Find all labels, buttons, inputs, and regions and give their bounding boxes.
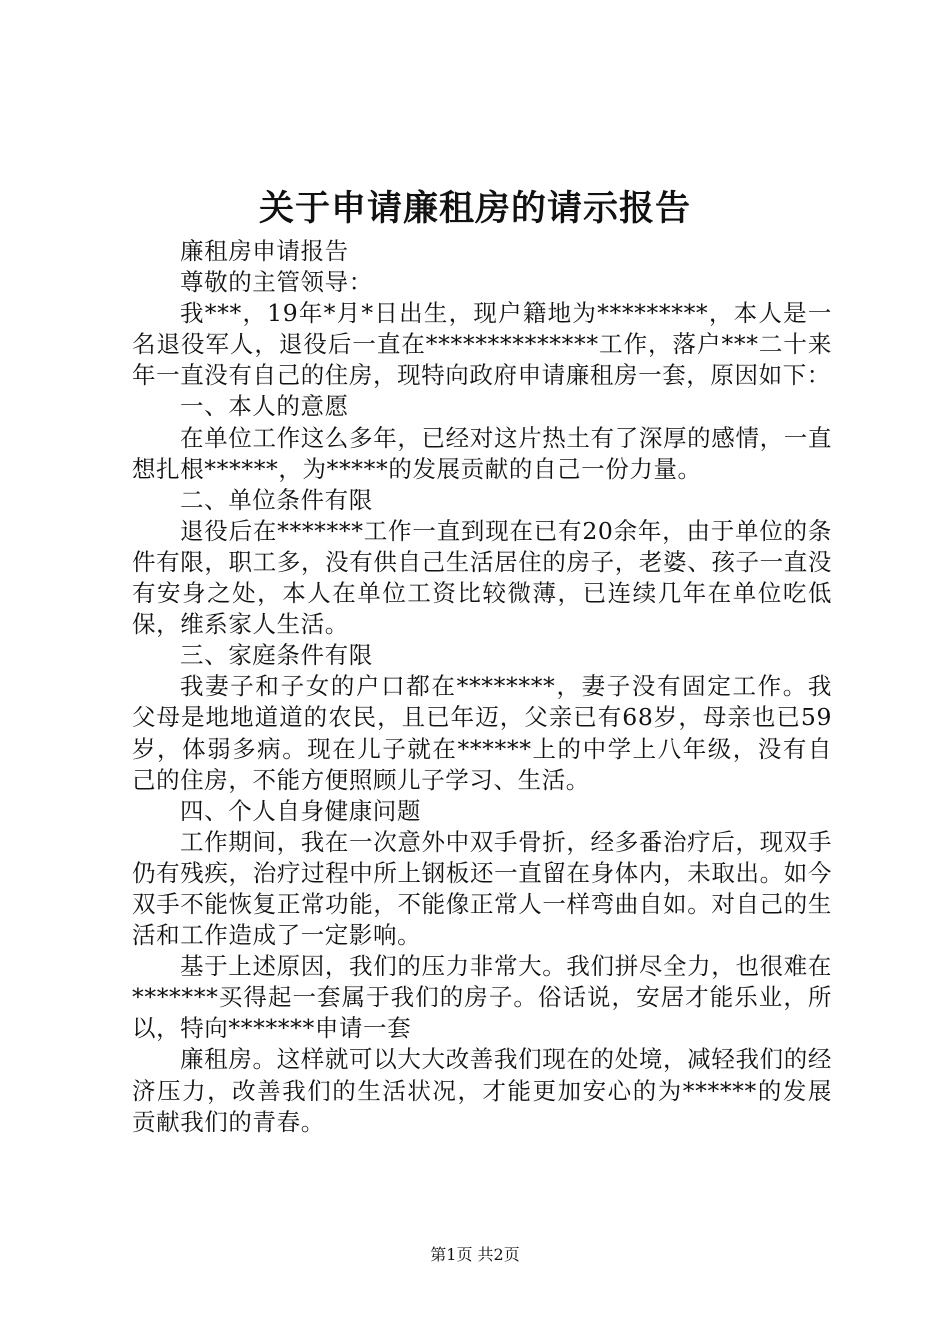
paragraph-health: 工作期间，我在一次意外中双手骨折，经多番治疗后，现双手仍有残疾，治疗过程中所上钢板还一直留在身体内，未取出。如今双手不能恢复正常功能，不能像正常人一样弯曲自如。对自己的生活和工作造成了一定影响。 bbox=[132, 827, 832, 950]
paragraph-introduction: 我***，19年*月*日出生，现户籍地为*********，本人是一名退役军人，退役后一直在**************工作，落户***二十来年一直没有自己的住房，现特向政府申请廉租房一套，原因如下： bbox=[132, 299, 832, 390]
paragraph-salutation: 尊敬的主管领导： bbox=[180, 268, 373, 297]
paragraph-work-conditions: 退役后在*******工作一直到现在已有20余年，由于单位的条件有限，职工多，没有供自己生活居住的房子，老婆、孩子一直没有安身之处，本人在单位工资比较微薄，已连续几年在单位吃低保，维系家人生活。 bbox=[132, 516, 832, 639]
paragraph-family-conditions: 我妻子和子女的户口都在********，妻子没有固定工作。我父母是地地道道的农民，且已年迈，父亲已有68岁，母亲也已59岁，体弱多病。现在儿子就在******上的中学上八年级，没有自己的住房，不能方便照顾儿子学习、生活。 bbox=[132, 672, 832, 794]
document-title: 关于申请廉租房的请示报告 bbox=[258, 188, 691, 229]
section-heading-family-conditions: 三、家庭条件有限 bbox=[180, 641, 373, 670]
paragraph-report-heading: 廉租房申请报告 bbox=[180, 237, 349, 265]
paragraph-personal-wish: 在单位工作这么多年，已经对这片热土有了深厚的感情，一直想扎根******，为*****的发展贡献的自己一份力量。 bbox=[132, 423, 832, 483]
page-number-footer: 第1页 共2页 bbox=[430, 1245, 520, 1264]
paragraph-conclusion: 基于上述原因，我们的压力非常大。我们拼尽全力，也很难在*******买得起一套属于我们的房子。俗话说，安居才能乐业，所以，特向*******申请一套 bbox=[132, 952, 832, 1043]
section-heading-personal-wish: 一、本人的意愿 bbox=[180, 392, 349, 421]
document-body bbox=[132, 236, 832, 1138]
section-heading-health: 四、个人自身健康问题 bbox=[180, 796, 421, 825]
section-heading-work-conditions: 二、单位条件有限 bbox=[180, 485, 373, 514]
paragraph-closing: 廉租房。这样就可以大大改善我们现在的处境，减轻我们的经济压力，改善我们的生活状况，才能更加安心的为******的发展贡献我们的青春。 bbox=[132, 1045, 832, 1136]
